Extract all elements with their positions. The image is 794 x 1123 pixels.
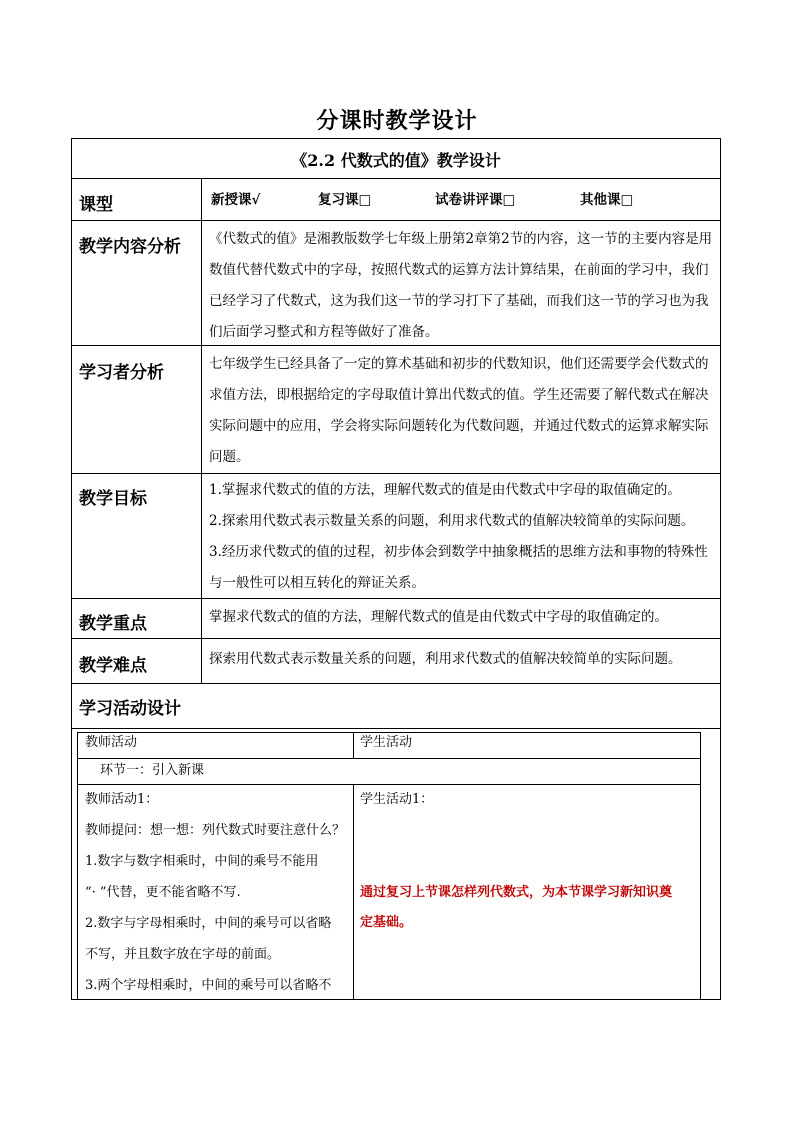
teacher-line: 教师提问：想一想：列代数式时要注意什么？ [85,823,346,838]
content-analysis-text: 《代数式的值》是湘教版数学七年级上册第2章第2节的内容，这一节的主要内容是用数值代替代数式中的字母，按照代数式的运算方法计算结果，在前面的学习中，我们已经学习了代数式，这为我们这一节的学习打下了基础，而我们这一节的学习也为我们后面学习整式和方程等做好了准备。 [209,231,713,340]
teacher-activity-title: 教师活动1： [85,792,159,807]
section-title: 环节一：引入新课 [100,763,205,778]
course-type-label: 课型 [79,195,113,215]
learner-analysis-text: 七年级学生已经具备了一定的算术基础和初步的代数知识，他们还需要学会代数式的求值方法，即根据给定的字母取值计算出代数式的值。学生还需要了解代数式在解决实际问题中的应用，学会将实际问题转化为代数问题，并通过代数式的运算求解实际问题。 [209,356,709,465]
course-type-review: 复习课□ [318,192,372,208]
activity-design-label: 学习活动设计 [79,699,181,719]
key-points-text: 掌握求代数式的值的方法，理解代数式的值是由代数式中字母的取值确定的。 [209,609,668,625]
teacher-line: 1.数字与数字相乘时，中间的乘号不能用 [85,854,319,869]
objective-item: 2.探索用代数式表示数量关系的问题，利用求代数式的值解决较简单的实际问题。 [209,513,695,529]
objectives-label: 教学目标 [79,489,147,509]
row-divider [71,178,721,179]
inner-column-divider [700,732,701,1000]
column-divider [201,178,202,683]
student-activity-title: 学生活动1： [360,792,434,807]
student-note-line: 定基础。 [360,915,413,930]
teacher-line: 2.数字与字母相乘时，中间的乘号可以省略 [85,916,332,931]
learner-analysis-label: 学习者分析 [79,363,164,383]
difficulties-text: 探索用代数式表示数量关系的问题，利用求代数式的值解决较简单的实际问题。 [209,651,682,667]
row-divider [71,473,721,474]
student-note-line: 通过复习上节课怎样列代数式，为本节课学习新知识奠 [360,885,673,900]
course-type-exam: 试卷讲评课□ [435,192,516,208]
course-type-other: 其他课□ [580,192,634,208]
student-activity-header: 学生活动 [360,735,413,750]
teacher-line: 不写，并且数字放在字母的前面。 [85,947,281,962]
row-divider [71,638,721,639]
row-divider [71,683,721,684]
page-title: 分课时教学设计 [316,108,478,134]
teacher-line: 3.两个字母相乘时，中间的乘号可以省略不 [85,978,332,993]
teacher-line: “· ”代替，更不能省略不写. [85,885,241,900]
objective-item: 1.掌握求代数式的值的方法，理解代数式的值是由代数式中字母的取值确定的。 [209,482,681,498]
objective-item: 3.经历求代数式的值的过程，初步体会到数学中抽象概括的思维方法和事物的特殊性与一般性可以相互转化的辩证关系。 [209,544,708,591]
difficulties-label: 教学难点 [79,656,147,676]
inner-column-divider [353,732,354,758]
inner-column-divider [353,784,354,1000]
key-points-label: 教学重点 [79,614,147,634]
design-subtitle: 《2.2 代数式的值》教学设计 [291,151,501,170]
teacher-activity-header: 教师活动 [85,735,138,750]
inner-column-divider [77,732,78,1000]
row-divider [71,220,721,221]
course-type-new: 新授课√ [211,192,261,208]
content-analysis-label: 教学内容分析 [79,237,181,257]
